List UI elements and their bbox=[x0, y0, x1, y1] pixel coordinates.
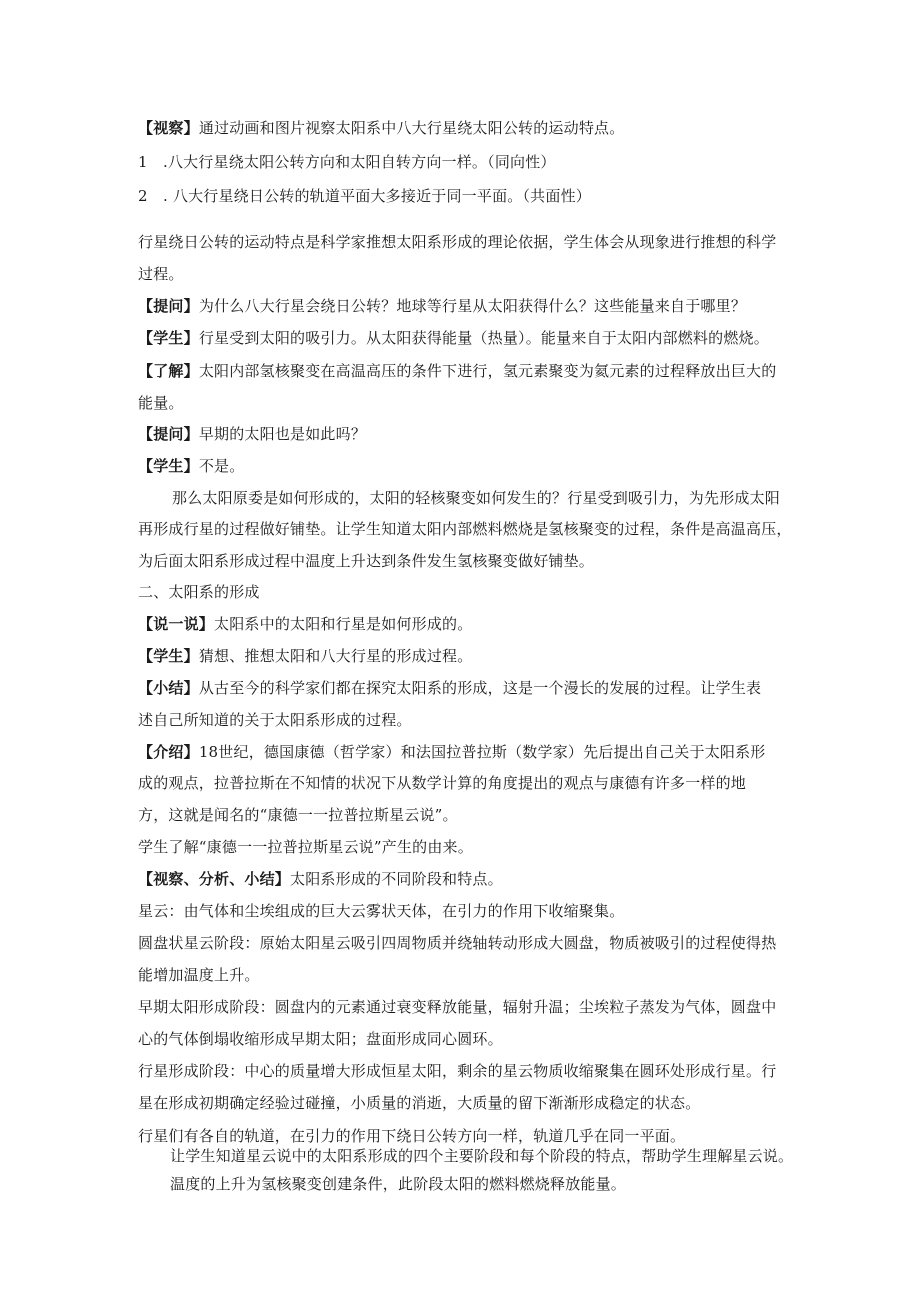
paragraph-text: 过程。 bbox=[138, 265, 184, 283]
paragraph-text: 2 . 八大行星绕日公转的轨道平面大多接近于同一平面。（共面性） bbox=[138, 187, 591, 205]
paragraph-text: 行星受到太阳的吸引力。从太阳获得能量（热量）。能量来自于太阳内部燃料的燃烧。 bbox=[198, 329, 769, 347]
paragraph-line bbox=[138, 393, 798, 413]
paragraph-introduce bbox=[138, 742, 798, 762]
paragraph-discuss bbox=[138, 614, 798, 634]
tag-label: 【了解】 bbox=[138, 362, 199, 380]
paragraph-text: 不是。 bbox=[198, 457, 245, 475]
paragraph-line bbox=[138, 837, 798, 857]
paragraph-text: 通过动画和图片视察太阳系中八大行星绕太阳公转的运动特点。 bbox=[198, 119, 625, 137]
paragraph-text: 星云：由气体和尘埃组成的巨大云雾状天体，在引力的作用下收缩聚集。 bbox=[138, 902, 625, 920]
tag-label: 【视察】 bbox=[138, 119, 199, 137]
paragraph-planet-stage bbox=[138, 1061, 798, 1081]
paragraph-text: 能增加温度上升。 bbox=[138, 966, 260, 984]
tag-label: 【提问】 bbox=[138, 297, 199, 315]
paragraph-line bbox=[138, 773, 798, 793]
paragraph-text: 太阳内部氢核聚变在高温高压的条件下进行，氢元素聚变为氦元素的过程释放出巨大的 bbox=[198, 362, 777, 380]
paragraph-text: 猜想、推想太阳和八大行星的形成过程。 bbox=[198, 647, 473, 665]
paragraph-text: 早期的太阳也是如此吗？ bbox=[198, 425, 367, 443]
paragraph-text: 述自己所知道的关于太阳系形成的过程。 bbox=[138, 711, 412, 729]
tag-label: 【介绍】 bbox=[138, 743, 199, 761]
paragraph-text: 行星们有各自的轨道，在引力的作用下绕日公转方向一样，轨道几乎在同一平面。 bbox=[138, 1127, 686, 1145]
paragraph-orbits bbox=[138, 1126, 798, 1146]
paragraph-student bbox=[138, 328, 798, 348]
paragraph-text: 行星绕日公转的运动特点是科学家推想太阳系形成的理论依据，学生体会从现象进行推想的科学 bbox=[138, 233, 777, 251]
paragraph-text: 从古至今的科学家们都在探究太阳系的形成，这是一个漫长的发展的过程。让学生表 bbox=[198, 679, 762, 697]
paragraph-line bbox=[138, 710, 798, 730]
paragraph-line bbox=[138, 232, 798, 252]
paragraph-text: 方，这就是闻名的“康德一一拉普拉斯星云说”。 bbox=[138, 806, 458, 824]
paragraph-observe-analyze bbox=[138, 869, 798, 889]
paragraph-observe bbox=[138, 118, 798, 138]
paragraph-line bbox=[138, 551, 798, 571]
paragraph-text: 1 .八大行星绕太阳公转方向和太阳自转方向一样。（同向性） bbox=[138, 153, 556, 171]
paragraph-nebula bbox=[138, 901, 798, 921]
tag-label: 【学生】 bbox=[138, 329, 199, 347]
paragraph-understand bbox=[138, 361, 798, 381]
paragraph-text: 那么太阳原委是如何形成的，太阳的轻核聚变如何发生的？行星受到吸引力，为先形成太阳 bbox=[172, 489, 781, 507]
section-heading bbox=[138, 582, 798, 602]
paragraph-text: 太阳系中的太阳和行星是如何形成的。 bbox=[214, 615, 473, 633]
paragraph-text: 成的观点，拉普拉斯在不知情的状况下从数学计算的角度提出的观点与康德有许多一样的地 bbox=[138, 774, 747, 792]
tag-label: 【说一说】 bbox=[138, 615, 215, 633]
paragraph-text: 让学生知道星云说中的太阳系形成的四个主要阶段和每个阶段的特点，帮助学生理解星云说。 bbox=[170, 1147, 794, 1165]
paragraph-text: 温度的上升为氢核聚变创建条件，此阶段太阳的燃料燃烧释放能量。 bbox=[170, 1175, 627, 1193]
paragraph-student bbox=[138, 646, 798, 666]
tag-label: 【视察、分析、小结】 bbox=[138, 870, 291, 888]
paragraph-text: 为什么八大行星会绕日公转？地球等行星从太阳获得什么？这些能量来自于哪里？ bbox=[198, 297, 747, 315]
paragraph-student bbox=[138, 456, 798, 476]
paragraph-text: 心的气体倒塌收缩形成早期太阳；盘面形成同心圆环。 bbox=[138, 1030, 503, 1048]
paragraph-line bbox=[170, 1174, 830, 1194]
paragraph-disk-stage bbox=[138, 933, 798, 953]
paragraph-text: 星在形成初期确定经验过碰撞，小质量的消逝，大质量的留下渐渐形成稳定的状态。 bbox=[138, 1094, 701, 1112]
section-heading-text: 二、太阳系的形成 bbox=[138, 583, 260, 601]
paragraph-text: 再形成行星的过程做好铺垫。让学生知道太阳内部燃料燃烧是氢核聚变的过程，条件是高温高压， bbox=[138, 520, 792, 538]
list-item-2 bbox=[138, 186, 798, 206]
paragraph-text: 太阳系形成的不同阶段和特点。 bbox=[290, 870, 503, 888]
paragraph-summary bbox=[138, 678, 798, 698]
paragraph-line bbox=[138, 965, 798, 985]
paragraph-line bbox=[138, 1029, 798, 1049]
paragraph-text: 学生了解“康德一一拉普拉斯星云说”产生的由来。 bbox=[138, 838, 473, 856]
paragraph-text: 早期太阳形成阶段：圆盘内的元素通过衰变释放能量，辐射升温；尘埃粒子蒸发为气体，圆盘中 bbox=[138, 998, 777, 1016]
paragraph-question bbox=[138, 296, 798, 316]
tag-label: 【提问】 bbox=[138, 425, 199, 443]
paragraph-text: 18世纪，德国康德（哲学家）和法国拉普拉斯（数学家）先后提出自己关于太阳系形 bbox=[198, 743, 766, 761]
paragraph-line bbox=[138, 1093, 798, 1113]
paragraph-text: 能量。 bbox=[138, 394, 184, 412]
paragraph-early-sun-stage bbox=[138, 997, 798, 1017]
paragraph-text: 为后面太阳系形成过程中温度上升达到条件发生氢核聚变做好铺垫。 bbox=[138, 552, 595, 570]
list-item-1 bbox=[138, 152, 798, 172]
tag-label: 【学生】 bbox=[138, 457, 199, 475]
tag-label: 【小结】 bbox=[138, 679, 199, 697]
paragraph-line bbox=[170, 1146, 890, 1166]
paragraph-text: 行星形成阶段：中心的质量增大形成恒星太阳，剩余的星云物质收缩聚集在圆环处形成行星。行 bbox=[138, 1062, 777, 1080]
paragraph-line bbox=[172, 488, 832, 508]
paragraph-line bbox=[138, 264, 798, 284]
paragraph-text: 圆盘状星云阶段：原始太阳星云吸引四周物质并绕轴转动形成大圆盘，物质被吸引的过程使得热 bbox=[138, 934, 777, 952]
paragraph-line bbox=[138, 805, 798, 825]
paragraph-question bbox=[138, 424, 798, 444]
tag-label: 【学生】 bbox=[138, 647, 199, 665]
paragraph-line bbox=[138, 519, 798, 539]
